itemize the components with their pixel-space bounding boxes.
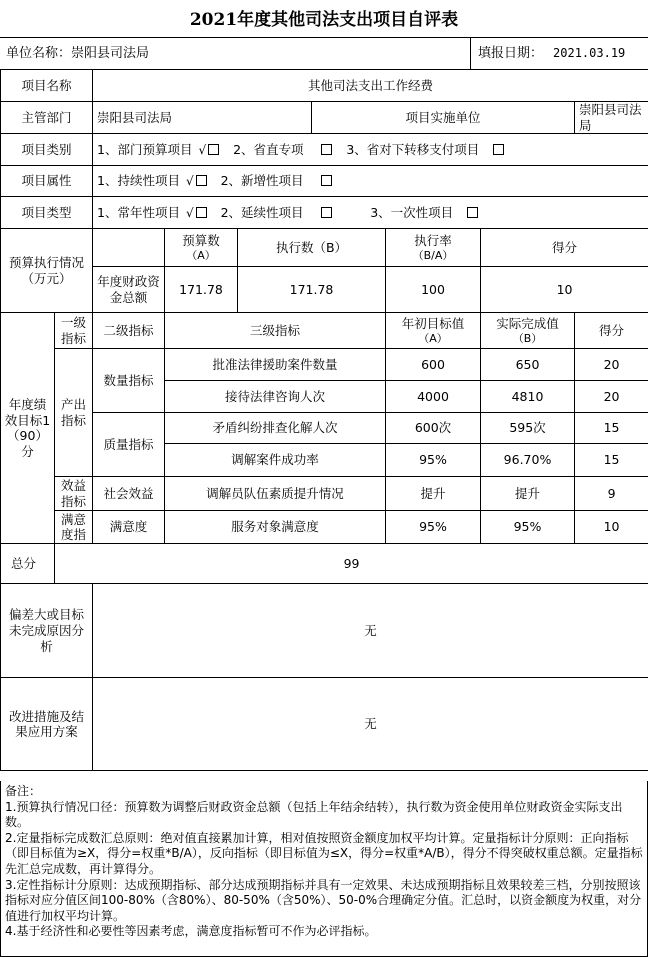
department-row [1, 102, 648, 134]
budget-score-value: 10 [481, 267, 648, 313]
budget-row-label: 年度财政资金总额 [93, 267, 165, 313]
category-label: 项目类别 [1, 134, 93, 166]
note-item: 2.定量指标完成数汇总原则：绝对值直接累加计算，相对值按照资金额度加权平均计算。定量指标计分原则：正向指标（即目标值为≥X，得分=权重*B/A），反向指标（即目标值为≤X，得分=权重*A/B），得分不得突破权重总额。定量指标先汇总完成数，再计算得分。 [5, 830, 643, 876]
deviation-value: 无 [93, 584, 648, 678]
page-title: 2021年度其他司法支出项目自评表 [0, 0, 648, 38]
quality-label: 质量指标 [93, 413, 165, 477]
indicator-score: 10 [575, 511, 648, 544]
budget-blank-header [93, 229, 165, 267]
attribute-option-2: 2、新增性项目 [220, 173, 304, 189]
note-item: 3.定性指标计分原则：达成预期指标、部分达成预期指标并具有一定效果、未达成预期指标且效果较差三档，分别按照该指标对应分值区间100-80%（含80%）、80-50%（含50%）、50-0%合理确定分值。汇总时，以资金额度为权重，对分值进行加权平均计算。 [5, 877, 642, 923]
table-row [1, 477, 648, 511]
benefit-label: 效益指标 [55, 477, 93, 511]
improvement-label: 改进措施及结果应用方案 [1, 678, 93, 771]
indicator-name: 服务对象满意度 [165, 511, 386, 544]
check-mark-icon: √ [185, 174, 194, 189]
notes-heading: 备注： [5, 784, 42, 798]
budget-col-budget: 预算数 （A） [165, 229, 238, 267]
note-item: 1.预算执行情况口径：预算数为调整后财政资金总额（包括上年结余结转），执行数为资金使用单位财政资金实际支出数。 [5, 799, 623, 830]
table-row [1, 413, 648, 444]
budget-value: 171.78 [165, 267, 238, 313]
indicator-target: 600 [386, 349, 481, 381]
department-label: 主管部门 [1, 102, 93, 134]
type-option-2: 2、延续性项目 [220, 204, 304, 220]
check-mark-icon: √ [198, 142, 207, 157]
category-option-1: 1、部门预算项目 [97, 141, 193, 157]
indicator-score: 20 [575, 349, 648, 381]
indicator-target: 4000 [386, 381, 481, 413]
target-header: 年初目标值 （A） [386, 313, 481, 349]
rate-value: 100 [386, 267, 481, 313]
improvement-row [1, 678, 648, 771]
check-mark-icon: √ [185, 205, 194, 220]
fill-date [478, 38, 625, 69]
improvement-value: 无 [93, 678, 648, 771]
impl-unit-label: 项目实施单位 [312, 102, 575, 134]
total-value: 99 [55, 544, 648, 584]
indicator-name: 批准法律援助案件数量 [165, 349, 386, 381]
quantity-label: 数量指标 [93, 349, 165, 413]
budget-col-score: 得分 [481, 229, 648, 267]
budget-col-rate: 执行率 （B/A） [386, 229, 481, 267]
checkbox-icon [493, 144, 504, 155]
type-row [1, 197, 648, 229]
satisfaction-level1-label: 满意度指 [55, 511, 93, 544]
performance-header-row [1, 313, 648, 349]
social-benefit-label: 社会效益 [93, 477, 165, 511]
unit-name [6, 38, 149, 69]
deviation-label: 偏差大或目标未完成原因分析 [1, 584, 93, 678]
project-name-value: 其他司法支出工作经费 [93, 70, 648, 102]
performance-label: 年度绩效目标1（90）分 [1, 313, 55, 544]
indicator-score: 20 [575, 381, 648, 413]
checkbox-icon [196, 207, 207, 218]
budget-values-row [1, 267, 648, 313]
indicator-name: 接待法律咨询人次 [165, 381, 386, 413]
type-options [93, 197, 648, 229]
total-label: 总分 [1, 544, 55, 584]
indicator-target: 95% [386, 511, 481, 544]
unit-divider [470, 38, 471, 69]
category-option-2: 2、省直专项 [233, 141, 304, 157]
score-header: 得分 [575, 313, 648, 349]
checkbox-icon [208, 144, 219, 155]
unit-row [0, 38, 648, 69]
indicator-name: 调解员队伍素质提升情况 [165, 477, 386, 511]
impl-unit-value: 崇阳县司法局 [575, 102, 648, 134]
indicator-target: 95% [386, 444, 481, 477]
department-value: 崇阳县司法局 [93, 102, 312, 134]
checkbox-icon [321, 144, 332, 155]
category-row [1, 134, 648, 166]
indicator-target: 600次 [386, 413, 481, 444]
indicator-score: 15 [575, 413, 648, 444]
attribute-option-1: 1、持续性项目 [97, 173, 180, 189]
attribute-row [1, 166, 648, 197]
unit-label: 单位名称： [6, 46, 72, 61]
indicator-actual: 650 [481, 349, 575, 381]
total-row [1, 544, 648, 584]
satisfaction-level2-label: 满意度 [93, 511, 165, 544]
indicator-actual: 4810 [481, 381, 575, 413]
indicator-name: 调解案件成功率 [165, 444, 386, 477]
level1-header: 一级指标 [55, 313, 93, 349]
type-option-1: 1、常年性项目 [97, 204, 180, 220]
attribute-label: 项目属性 [1, 166, 93, 197]
attribute-options [93, 166, 648, 197]
budget-col-exec: 执行数（B） [238, 229, 386, 267]
table-row [1, 511, 648, 544]
evaluation-table [0, 69, 648, 771]
project-name-label: 项目名称 [1, 70, 93, 102]
project-name-row [1, 70, 648, 102]
indicator-target: 提升 [386, 477, 481, 511]
category-options [93, 134, 648, 166]
indicator-actual: 95% [481, 511, 575, 544]
level3-header: 三级指标 [165, 313, 386, 349]
budget-header-row [1, 229, 648, 267]
date-value: 2021.03.19 [553, 46, 626, 60]
notes-section [0, 781, 648, 957]
actual-header: 实际完成值 （B） [481, 313, 575, 349]
checkbox-icon [467, 207, 478, 218]
category-option-3: 3、省对下转移支付项目 [346, 141, 480, 157]
checkbox-icon [321, 175, 332, 186]
indicator-actual: 提升 [481, 477, 575, 511]
type-option-3: 3、一次性项目 [370, 204, 454, 220]
unit-value: 崇阳县司法局 [71, 46, 150, 61]
output-label: 产出指标 [55, 349, 93, 477]
date-label: 填报日期： [478, 46, 544, 61]
deviation-row [1, 584, 648, 678]
indicator-score: 15 [575, 444, 648, 477]
indicator-name: 矛盾纠纷排查化解人次 [165, 413, 386, 444]
note-item: 4.基于经济性和必要性等因素考虑，满意度指标暂可不作为必评指标。 [5, 924, 377, 939]
indicator-actual: 595次 [481, 413, 575, 444]
level2-header: 二级指标 [93, 313, 165, 349]
exec-value: 171.78 [238, 267, 386, 313]
budget-label: 预算执行情况（万元） [1, 229, 93, 313]
checkbox-icon [321, 207, 332, 218]
type-label: 项目类型 [1, 197, 93, 229]
indicator-score: 9 [575, 477, 648, 511]
checkbox-icon [196, 175, 207, 186]
indicator-actual: 96.70% [481, 444, 575, 477]
table-row [1, 349, 648, 381]
